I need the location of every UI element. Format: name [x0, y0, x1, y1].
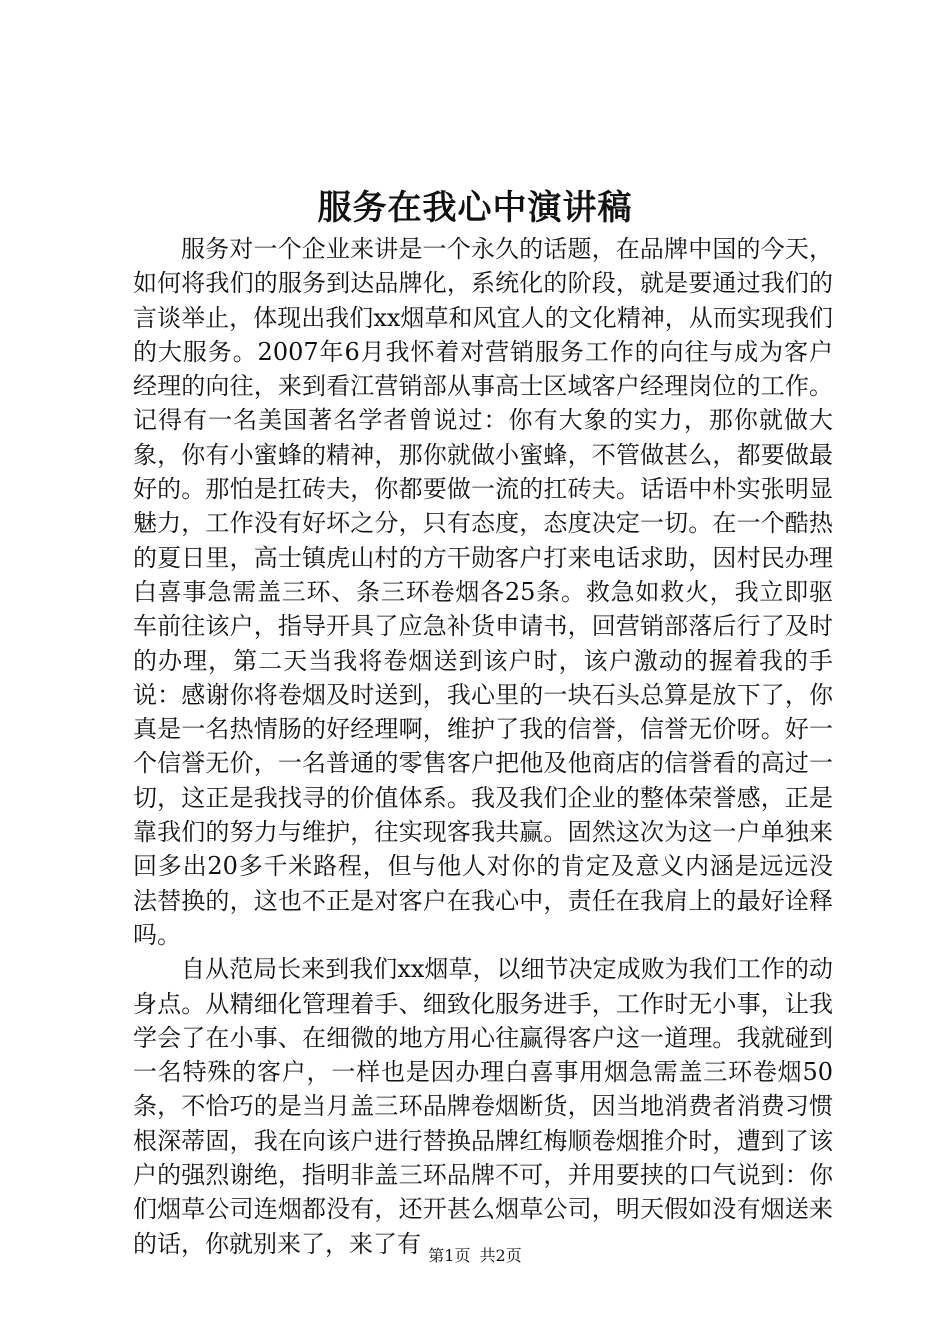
page-footer: [0, 1244, 950, 1268]
page-number-current: 第1页: [428, 1246, 471, 1265]
page-number-total: 共2页: [479, 1246, 522, 1265]
document-title: 服务在我心中演讲稿: [317, 188, 633, 228]
paragraph-1: 服务对一个企业来讲是一个永久的话题，在品牌中国的今天，如何将我们的服务到达品牌化，系统化的阶段，就是要通过我们的言谈举止，体现出我们xx烟草和风宜人的文化精神，从而实现我们的大服务。2007年6月我怀着对营销服务工作的向往与成为客户经理的向往，来到看江营销部从事高士区域客户经理岗位的工作。记得有一名美国著名学者曾说过：你有大象的实力，那你就做大象，你有小蜜蜂的精神，那你就做小蜜蜂，不管做甚么，都要做最好的。那怕是扛砖夫，你都要做一流的扛砖夫。话语中朴实张明显魅力，工作没有好坏之分，只有态度，态度决定一切。在一个酷热的夏日里，高士镇虎山村的方干勋客户打来电话求助，因村民办理白喜事急需盖三环、条三环卷烟各25条。救急如救火，我立即驱车前往该户，指导开具了应急补货申请书，回营销部落后行了及时的办理，第二天当我将卷烟送到该户时，该户激动的握着我的手说：感谢你将卷烟及时送到，我心里的一块石头总算是放下了，你真是一名热情肠的好经理啊，维护了我的信誉，信誉无价呀。好一个信誉无价，一名普通的零售客户把他及他商店的信誉看的高过一切，这正是我找寻的价值体系。我及我们企业的整体荣誉感，正是靠我们的努力与维护，往实现客我共赢。固然这次为这一户单独来回多出20多千米路程，但与他人对你的肯定及意义内涵是远远没法替换的，这也不正是对客户在我心中，责任在我肩上的最好诠释吗。: [133, 235, 833, 949]
paragraph-2: 自从范局长来到我们xx烟草，以细节决定成败为我们工作的动身点。从精细化管理着手、细致化服务进手，工作时无小事，让我学会了在小事、在细微的地方用心往赢得客户这一道理。我就碰到一名特殊的客户，一样也是因办理白喜事用烟急需盖三环卷烟50条，不恰巧的是当月盖三环品牌卷烟断货，因当地消费者消费习惯根深蒂固，我在向该户进行替换品牌红梅顺卷烟推介时，遭到了该户的强烈谢绝，指明非盖三环品牌不可，并用要挟的口气说到：你们烟草公司连烟都没有，还开甚么烟草公司，明天假如没有烟送来的话，你就别来了，来了有: [133, 955, 833, 1258]
document-body: [133, 232, 833, 1261]
